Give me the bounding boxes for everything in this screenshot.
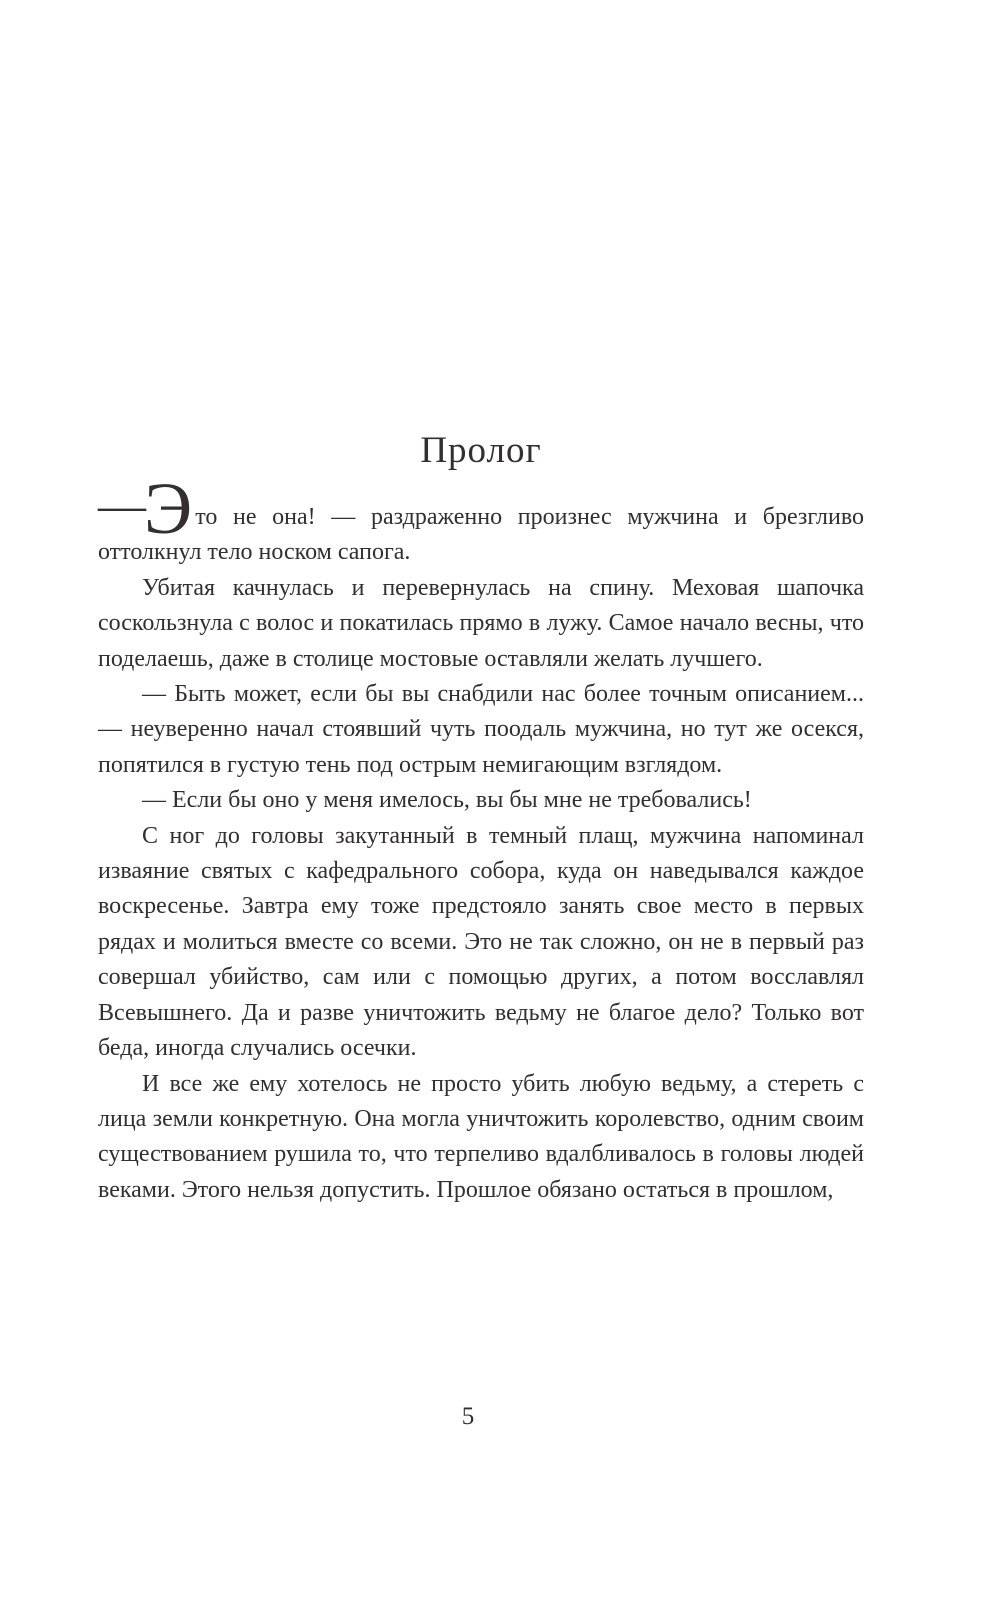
paragraph: И все же ему хотелось не просто убить любую ведьму, а стереть с лица земли конкретную. Она могла уничтожить королевство, одним своим существованием рушила то, что терпеливо вдалбливалось в головы людей веками. Этого нельзя допустить. Прошлое обязано остаться в прошлом,	[98, 1070, 864, 1203]
dropcap-letter: Э	[144, 468, 193, 549]
page-number: 5	[461, 1403, 475, 1430]
text-block	[98, 468, 864, 1208]
paragraph-text: то не она! — раздраженно произнес мужчина и брезгливо оттолкнул тело носком сапога.	[98, 504, 864, 566]
paragraph-opening	[98, 468, 864, 571]
dropcap-dash: —	[98, 479, 144, 532]
paragraph: — Если бы оно у меня имелось, вы бы мне не требовались!	[142, 787, 752, 814]
paragraph: С ног до головы закутанный в темный плащ, мужчина напоминал изваяние святых с кафедрального собора, куда он наведывался каждое воскресенье. Завтра ему тоже предстояло занять свое место в первых рядах и молиться вместе со всеми. Это не так сложно, он не в первый раз совершал убийство, сам или с помощью других, а потом восславлял Всевышнего. Да и разве уничтожить ведьму не благое дело? Только вот беда, иногда случались осечки.	[98, 822, 864, 1062]
paragraph: Убитая качнулась и перевернулась на спину. Меховая шапочка соскользнула с волос и покатилась прямо в лужу. Самое начало весны, что поделаешь, даже в столице мостовые оставляли желать лучшего.	[98, 574, 864, 672]
paragraph: — Быть может, если бы вы снабдили нас более точным описанием... — неуверенно начал стоявший чуть поодаль мужчина, но тут же осекся, попятился в густую тень под острым немигающим взглядом.	[98, 681, 864, 778]
chapter-title: Пролог	[420, 430, 542, 471]
